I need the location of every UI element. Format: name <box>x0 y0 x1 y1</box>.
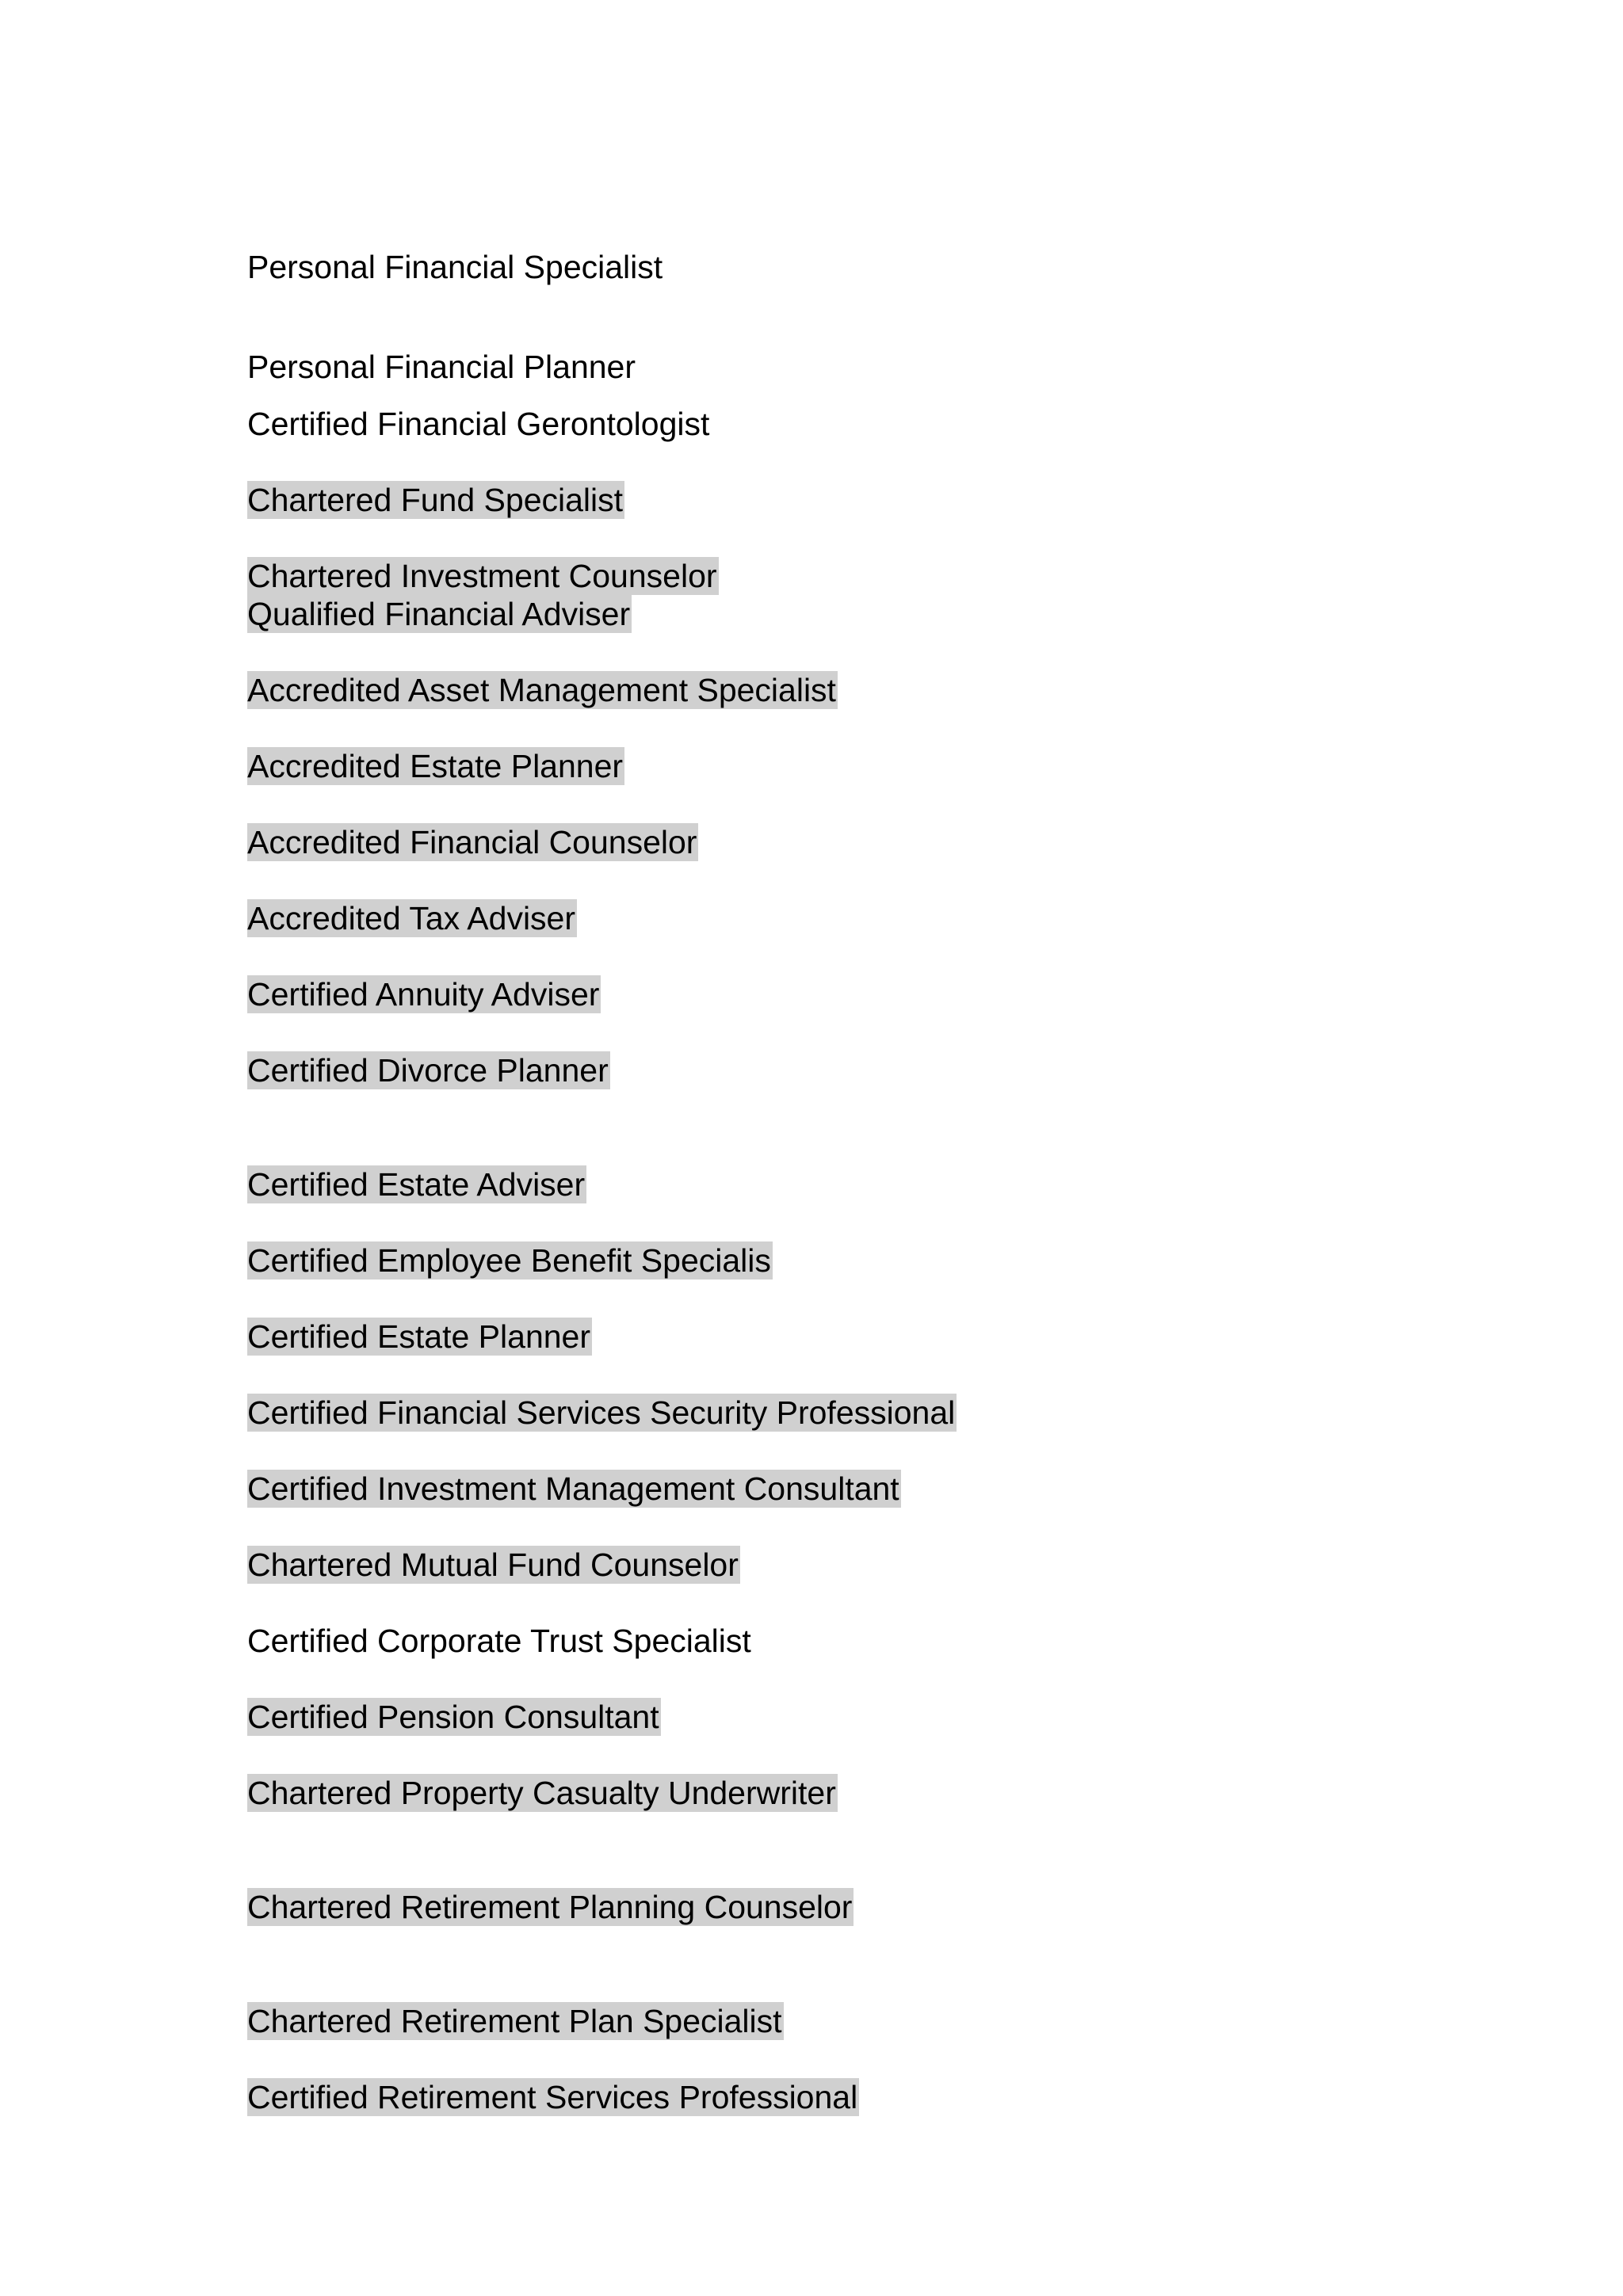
designation-line-19: Certified Corporate Trust Specialist <box>247 1623 751 1659</box>
designation-line-16: Certified Financial Services Security Professional <box>247 1394 956 1431</box>
designation-line-14: Certified Employee Benefit Specialis <box>247 1242 771 1279</box>
designation-line-24: Certified Retirement Services Professional <box>247 2079 858 2115</box>
designation-line-2: Personal Financial Planner <box>247 349 636 385</box>
designation-line-15: Certified Estate Planner <box>247 1318 591 1355</box>
designation-line-23: Chartered Retirement Plan Specialist <box>247 2003 782 2039</box>
designation-line-1: Personal Financial Specialist <box>247 249 663 285</box>
designation-line-8: Accredited Estate Planner <box>247 748 624 784</box>
designation-line-12: Certified Divorce Planner <box>247 1052 609 1089</box>
designation-line-11: Certified Annuity Adviser <box>247 976 600 1013</box>
designation-line-13: Certified Estate Adviser <box>247 1166 586 1203</box>
designation-line-20: Certified Pension Consultant <box>247 1699 659 1735</box>
designation-line-3: Certified Financial Gerontologist <box>247 406 710 442</box>
designation-line-22: Chartered Retirement Planning Counselor <box>247 1889 853 1925</box>
designation-line-7: Accredited Asset Management Specialist <box>247 672 836 708</box>
designation-line-21: Chartered Property Casualty Underwriter <box>247 1775 836 1811</box>
designation-line-10: Accredited Tax Adviser <box>247 900 576 936</box>
designation-line-5: Chartered Investment Counselor <box>247 558 717 594</box>
designation-line-18: Chartered Mutual Fund Counselor <box>247 1547 739 1583</box>
designation-line-6: Qualified Financial Adviser <box>247 596 631 632</box>
designation-line-4: Chartered Fund Specialist <box>247 482 624 518</box>
designation-line-9: Accredited Financial Counselor <box>247 824 697 860</box>
designation-line-17: Certified Investment Management Consultant <box>247 1470 899 1507</box>
